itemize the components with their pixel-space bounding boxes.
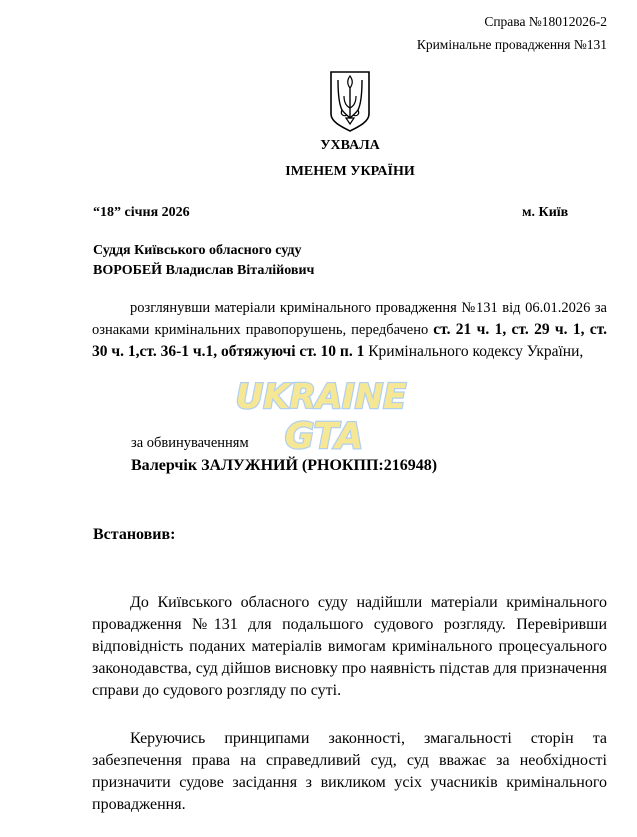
ukraine-gta-watermark bbox=[232, 368, 410, 460]
established-label: Встановив: bbox=[93, 526, 176, 543]
criminal-articles: ст. 21 ч. 1, ст. 29 ч. 1, ст. 30 ч. 1,ст. 36-1 ч.1, обтяжуючі ст. 10 п. 1 bbox=[92, 321, 607, 360]
ruling-date: “18” січня 2026 bbox=[93, 205, 190, 220]
paragraph-review bbox=[92, 298, 607, 363]
paragraph-review-text: розглянувши матеріали кримінального провадження №131 від 06.01.2026 за ознаками кримінальних правопорушень, передбачено bbox=[92, 300, 607, 338]
defendant-name: Валерчік ЗАЛУЖНИЙ (РНОКПП:216948) bbox=[131, 457, 438, 474]
paragraph-materials: До Київського обласного суду надійшли матеріали кримінального провадження №131 для подальшого судового розгляду. Перевіривши відповідність поданих матеріалів вимогам кримінального процесуального законодавства, суд дійшов висновку про наявність підстав для призначення справи до судового розгляду по суті. bbox=[92, 594, 607, 699]
document-subtitle: ІМЕНЕМ УКРАЇНИ bbox=[285, 164, 415, 179]
judge-name: ВОРОБЕЙ Владислав Віталійович bbox=[93, 263, 315, 278]
paragraph-review-tail: Кримінального кодексу України, bbox=[364, 343, 584, 360]
judge-court: Суддя Київського обласного суду bbox=[93, 243, 302, 258]
document-title: УХВАЛА bbox=[320, 138, 380, 153]
charge-label: за обвинуваченням bbox=[131, 435, 249, 451]
trident-icon bbox=[328, 70, 372, 132]
case-number: Справа №18012026-2 bbox=[484, 14, 607, 29]
proceeding-number: Кримінальне провадження №131 bbox=[416, 37, 607, 52]
ruling-city: м. Київ bbox=[522, 205, 569, 220]
watermark-line2: GTA bbox=[284, 416, 364, 457]
paragraph-decision: Керуючись принципами законності, змагальності сторін та забезпечення права на справедливий суд, суд вважає за необхідності призначити судове засідання з викликом усіх учасників кримінального провадження. bbox=[92, 730, 607, 813]
watermark-line1: UKRAINE bbox=[235, 377, 407, 417]
